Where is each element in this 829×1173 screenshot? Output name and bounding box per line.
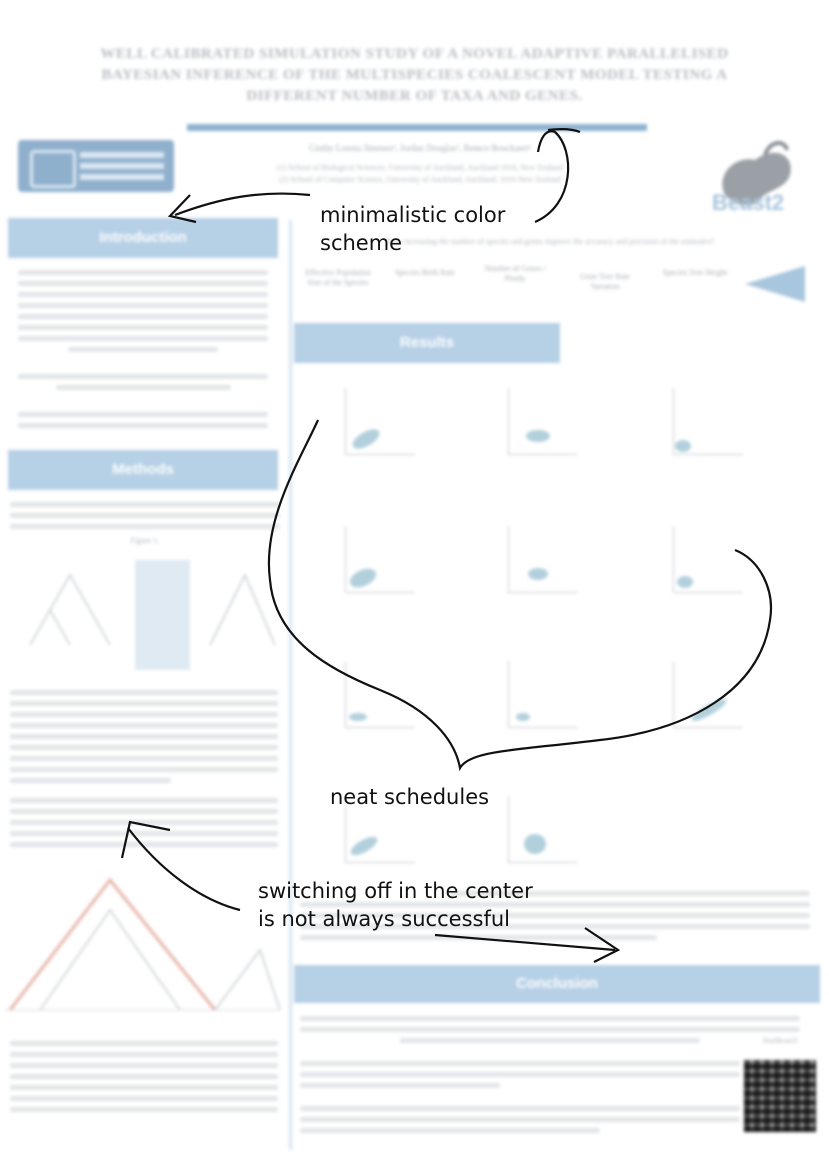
flow-step: Species Tree Height xyxy=(662,268,728,277)
flow-step: Effective Population Size of the Species xyxy=(305,268,371,287)
flow-question: Does increasing the number of species and genes improve the accuracy and precision of the estimates? xyxy=(385,237,715,246)
poster-title: WELL CALIBRATED SIMULATION STUDY OF A NOVEL ADAPTIVE PARALLELISED BAYESIAN INFERENCE OF THE MULTISPECIES COALESCENT MODEL TESTING A DIFFERENT NUMBER OF TAXA AND GENES. xyxy=(100,46,729,104)
annotation-center: switching off in the center is not always successful xyxy=(258,879,533,931)
affiliations: (1) School of Biological Sciences, University of Auckland, Auckland 1010, New Zealand (2) School of Computer Science, University of Auckland, Auckland, 1010 New Zealand xyxy=(276,163,564,184)
methods-header: Methods xyxy=(8,450,278,490)
results-header: Results xyxy=(294,323,560,363)
qr-label: StarBeast3 xyxy=(762,1036,798,1045)
beast2-logo-text: Beast2 xyxy=(712,190,785,215)
methods-text: Figure 1. xyxy=(10,496,280,546)
flow-step: Species Birth Rate xyxy=(395,268,455,277)
annotation-color-scheme: minimalistic color scheme xyxy=(320,203,506,255)
authors: Cinthy Lorena Jimenez¹, Jordan Douglas², Remco Bouckaert² xyxy=(308,143,532,153)
flow-step: Gene Tree Rate Variation xyxy=(580,272,630,291)
introduction-header: Introduction xyxy=(8,218,278,258)
annotation-schedules: neat schedules xyxy=(330,785,490,809)
flow-step: Number of Genes / Ploidy xyxy=(484,264,546,283)
conclusion-header: Conclusion xyxy=(294,965,820,1003)
